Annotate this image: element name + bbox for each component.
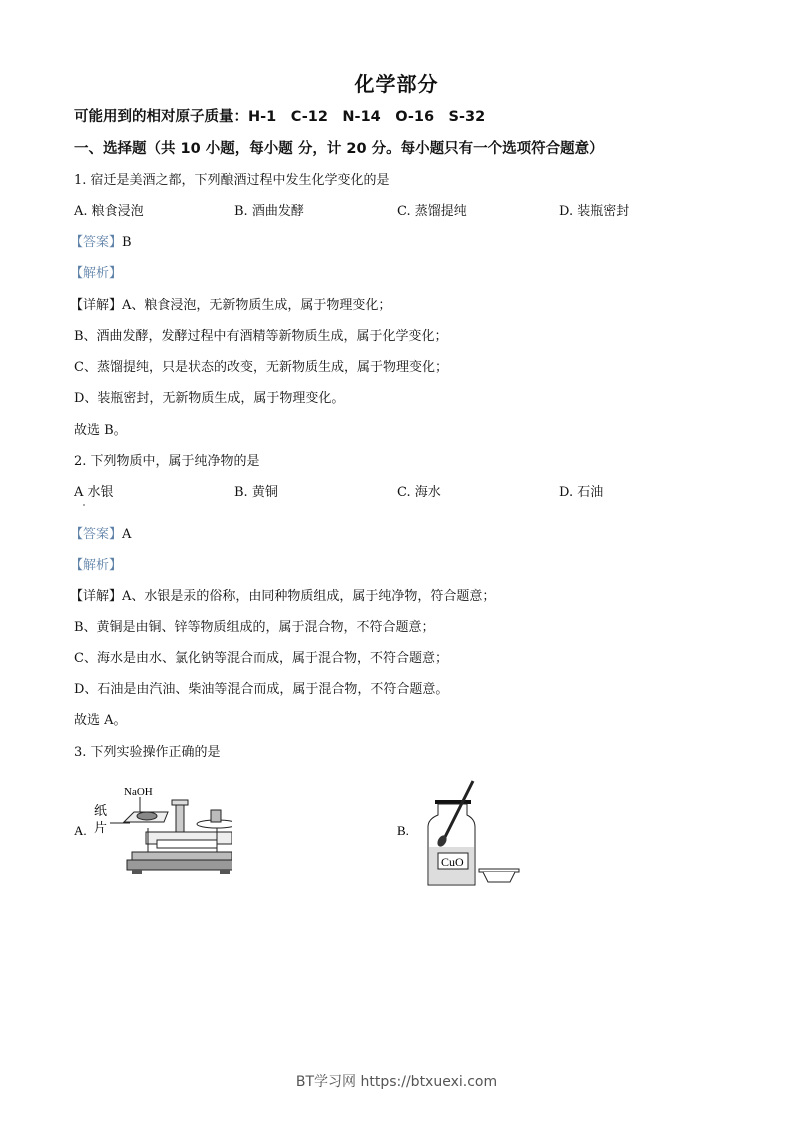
figure-b-label: B. (397, 823, 409, 838)
question-2-detail-b: B、黄铜是由铜、锌等物质组成的，属于混合物，不符合题意； (74, 620, 435, 635)
footer-watermark: BT学习网 https://btxuexi.com (295, 1074, 498, 1090)
figure-a-balance (72, 780, 232, 880)
answer-label: 【答案】 (70, 235, 123, 250)
question-2-stem: 2. 下列物质中，属于纯净物的是 (74, 454, 260, 469)
question-2-detail-c: C、海水是由水、氯化钠等混合而成，属于混合物，不符合题意； (74, 651, 448, 666)
paper-label-1: 纸 (94, 804, 108, 819)
cuo-label: CuO (441, 855, 464, 869)
question-1-detail-d: D、装瓶密封，无新物质生成，属于物理变化。 (74, 391, 345, 406)
question-1-stem: 1. 宿迁是美酒之都，下列酿酒过程中发生化学变化的是 (74, 173, 390, 188)
option-b: B. 酒曲发酵 (234, 204, 304, 219)
option-d: D. 装瓶密封 (559, 204, 630, 219)
section-heading: 一、选择题（共 10 小题，每小题 分，计 20 分。每小题只有一个选项符合题意） (74, 141, 604, 157)
question-1-detail-b: B、酒曲发酵，发酵过程中有酒精等新物质生成，属于化学变化； (74, 329, 448, 344)
question-1-answer (70, 234, 132, 252)
detail-text: A、水银是汞的俗称，由同种物质组成，属于纯净物，符合题意； (122, 589, 496, 604)
paper-label-2: 片 (94, 821, 108, 836)
question-1-conclusion: 故选 B。 (74, 423, 127, 438)
question-1-detail-a (70, 297, 391, 315)
question-2-detail-d: D、石油是由汽油、柴油等混合而成，属于混合物，不符合题意。 (74, 682, 449, 697)
option-d: D. 石油 (559, 485, 604, 500)
page-title: 化学部分 (354, 72, 439, 96)
option-c: C. 海水 (397, 485, 441, 500)
answer-value: A (122, 527, 132, 542)
balance-illustration (72, 780, 232, 880)
detail-label: 【详解】 (70, 298, 123, 313)
question-2-analysis-label: 【解析】 (70, 558, 123, 573)
reagent-bottle-illustration (395, 775, 525, 887)
figure-a-label: A. (74, 823, 87, 838)
answer-label: 【答案】 (70, 527, 123, 542)
figure-b-reagent-bottle (395, 775, 525, 887)
option-a: A 水银 (74, 485, 114, 500)
question-1-analysis-label: 【解析】 (70, 266, 123, 281)
question-2-detail-a (70, 588, 495, 606)
option-b: B. 黄铜 (234, 485, 278, 500)
detail-text: A、粮食浸泡，无新物质生成，属于物理变化； (122, 298, 392, 313)
stray-mark (83, 504, 85, 506)
question-2-answer (70, 526, 131, 544)
answer-value: B (122, 235, 132, 250)
question-2-conclusion: 故选 A。 (74, 713, 127, 728)
question-3-stem: 3. 下列实验操作正确的是 (74, 745, 221, 760)
option-a: A. 粮食浸泡 (74, 204, 144, 219)
question-1-detail-c: C、蒸馏提纯，只是状态的改变，无新物质生成，属于物理变化； (74, 360, 448, 375)
atomic-masses: 可能用到的相对原子质量：H-1 C-12 N-14 O-16 S-32 (74, 109, 486, 125)
option-c: C. 蒸馏提纯 (397, 204, 467, 219)
detail-label: 【详解】 (70, 589, 123, 604)
naoh-label: NaOH (124, 786, 153, 798)
